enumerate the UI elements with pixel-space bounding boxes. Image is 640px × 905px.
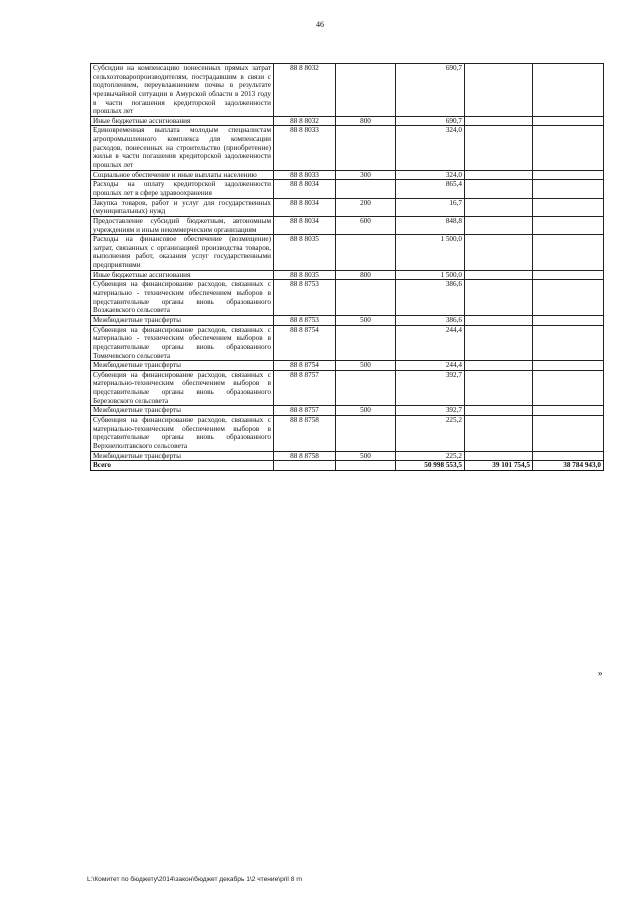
row-name: Межбюджетные трансферты — [91, 406, 274, 416]
row-amount-3 — [533, 116, 604, 126]
row-expense-type: 500 — [336, 451, 396, 461]
row-name: Закупка товаров, работ и услуг для государственных (муниципальных) нужд — [91, 198, 274, 216]
row-amount: 324,0 — [396, 170, 465, 180]
row-amount: 324,0 — [396, 126, 465, 170]
row-amount: 225,2 — [396, 451, 465, 461]
row-amount: 690,7 — [396, 64, 465, 117]
total-amount-3: 38 784 943,0 — [533, 461, 604, 471]
row-name: Субвенция на финансирование расходов, связанных с материально - техническим обеспечением выборов в представительные органы вновь образованного Томичевского сельсовета — [91, 325, 274, 361]
row-code: 88 8 8757 — [274, 406, 336, 416]
row-amount: 392,7 — [396, 370, 465, 406]
row-amount-2 — [465, 235, 533, 271]
row-amount-3 — [533, 451, 604, 461]
row-amount-2 — [465, 198, 533, 216]
row-amount-3 — [533, 370, 604, 406]
row-code: 88 8 8035 — [274, 235, 336, 271]
row-amount: 392,7 — [396, 406, 465, 416]
row-name: Иные бюджетные ассигнования — [91, 270, 274, 280]
row-expense-type — [336, 325, 396, 361]
closing-quote: » — [598, 668, 603, 678]
row-name: Расходы на оплату кредиторской задолженности прошлых лет в сфере здравоохранения — [91, 180, 274, 198]
row-expense-type — [336, 370, 396, 406]
row-amount-3 — [533, 216, 604, 234]
row-code: 88 8 8033 — [274, 126, 336, 170]
row-amount-3 — [533, 126, 604, 170]
row-amount-2 — [465, 116, 533, 126]
row-expense-type: 500 — [336, 315, 396, 325]
row-amount-2 — [465, 451, 533, 461]
total-type-cell — [336, 461, 396, 471]
row-amount-2 — [465, 216, 533, 234]
row-expense-type: 800 — [336, 270, 396, 280]
row-expense-type — [336, 64, 396, 117]
row-code: 88 8 8034 — [274, 198, 336, 216]
table-row — [91, 270, 604, 280]
total-label: Всего — [91, 461, 274, 471]
row-expense-type — [336, 180, 396, 198]
budget-table — [90, 63, 604, 471]
row-amount-3 — [533, 280, 604, 316]
row-expense-type — [336, 235, 396, 271]
row-name: Социальное обеспечение и иные выплаты населению — [91, 170, 274, 180]
total-amount-1: 50 998 553,5 — [396, 461, 465, 471]
row-amount: 848,8 — [396, 216, 465, 234]
row-code: 88 8 8753 — [274, 315, 336, 325]
row-amount-2 — [465, 170, 533, 180]
row-amount-2 — [465, 64, 533, 117]
row-code: 88 8 8758 — [274, 415, 336, 451]
row-expense-type: 800 — [336, 116, 396, 126]
row-amount-2 — [465, 315, 533, 325]
row-amount: 16,7 — [396, 198, 465, 216]
row-amount-2 — [465, 406, 533, 416]
row-amount-3 — [533, 415, 604, 451]
row-name: Субвенция на финансирование расходов, связанных с материально-техническим обеспечением выборов в представительные органы вновь образованного Верхнеполтавского сельсовета — [91, 415, 274, 451]
row-amount-3 — [533, 64, 604, 117]
table-row — [91, 406, 604, 416]
footer-file-path: L:\Комитет по бюджету\2014\закон\бюджет декабрь 1\2 чтение\pril 8 rn — [87, 876, 303, 883]
row-expense-type: 200 — [336, 198, 396, 216]
row-amount-2 — [465, 180, 533, 198]
row-amount-2 — [465, 126, 533, 170]
row-name: Предоставление субсидий бюджетным, автономным учреждениям и иным некоммерческим организациям — [91, 216, 274, 234]
table-row — [91, 198, 604, 216]
row-amount-3 — [533, 180, 604, 198]
row-expense-type: 500 — [336, 406, 396, 416]
row-amount-3 — [533, 325, 604, 361]
total-row — [91, 461, 604, 471]
table-row — [91, 415, 604, 451]
row-amount: 225,2 — [396, 415, 465, 451]
row-code: 88 8 8754 — [274, 325, 336, 361]
row-amount-3 — [533, 198, 604, 216]
table-row — [91, 325, 604, 361]
row-code: 88 8 8754 — [274, 361, 336, 371]
table-row — [91, 315, 604, 325]
row-name: Субвенция на финансирование расходов, связанных с материально-техническим обеспечением выборов в представительные органы вновь образованного Березовского сельсовета — [91, 370, 274, 406]
row-amount-3 — [533, 406, 604, 416]
row-amount: 865,4 — [396, 180, 465, 198]
table-row — [91, 116, 604, 126]
row-code: 88 8 8034 — [274, 180, 336, 198]
row-amount-3 — [533, 361, 604, 371]
row-name: Межбюджетные трансферты — [91, 451, 274, 461]
row-expense-type — [336, 415, 396, 451]
row-amount: 386,6 — [396, 280, 465, 316]
row-expense-type: 500 — [336, 361, 396, 371]
table-row — [91, 235, 604, 271]
row-amount: 244,4 — [396, 361, 465, 371]
row-amount: 244,4 — [396, 325, 465, 361]
table-row — [91, 216, 604, 234]
row-expense-type: 600 — [336, 216, 396, 234]
row-amount-2 — [465, 280, 533, 316]
row-name: Субсидии на компенсацию понесенных прямых затрат сельхозтоваропроизводителям, пострадавшим в связи с подтоплением, переувлажнением почвы в результате чрезвычайной ситуации в Амурской области в 2013 году в части погашения кредиторской задолженности прошлых лет — [91, 64, 274, 117]
row-expense-type — [336, 126, 396, 170]
row-code: 88 8 8757 — [274, 370, 336, 406]
row-code: 88 8 8758 — [274, 451, 336, 461]
row-amount-2 — [465, 370, 533, 406]
row-amount-3 — [533, 170, 604, 180]
row-amount-3 — [533, 315, 604, 325]
page-number: 46 — [316, 20, 324, 29]
row-amount-2 — [465, 361, 533, 371]
table-row — [91, 361, 604, 371]
row-code: 88 8 8034 — [274, 216, 336, 234]
row-expense-type — [336, 280, 396, 316]
row-name: Межбюджетные трансферты — [91, 315, 274, 325]
table-row — [91, 370, 604, 406]
table-row — [91, 64, 604, 117]
total-amount-2: 39 101 754,5 — [465, 461, 533, 471]
row-code: 88 8 8035 — [274, 270, 336, 280]
total-code-cell — [274, 461, 336, 471]
row-amount: 386,6 — [396, 315, 465, 325]
row-amount-3 — [533, 235, 604, 271]
row-name: Межбюджетные трансферты — [91, 361, 274, 371]
row-amount-2 — [465, 270, 533, 280]
row-amount: 1 500,0 — [396, 270, 465, 280]
table-row — [91, 170, 604, 180]
row-name: Иные бюджетные ассигнования — [91, 116, 274, 126]
row-amount-2 — [465, 415, 533, 451]
row-amount-2 — [465, 325, 533, 361]
row-name: Субвенция на финансирование расходов, связанных с материально - техническим обеспечением выборов в представительные органы вновь образованного Возжаевского сельсовета — [91, 280, 274, 316]
row-amount: 1 500,0 — [396, 235, 465, 271]
row-amount-3 — [533, 270, 604, 280]
table-row — [91, 451, 604, 461]
row-name: Расходы на финансовое обеспечение (возмещение) затрат, связанных с организацией производства товаров, выполнения работ, оказания услуг государственными предприятиями — [91, 235, 274, 271]
table-row — [91, 180, 604, 198]
table-row — [91, 126, 604, 170]
row-code: 88 8 8033 — [274, 170, 336, 180]
row-amount: 690,7 — [396, 116, 465, 126]
row-code: 88 8 8753 — [274, 280, 336, 316]
row-expense-type: 300 — [336, 170, 396, 180]
row-code: 88 8 8032 — [274, 116, 336, 126]
row-code: 88 8 8032 — [274, 64, 336, 117]
table-row — [91, 280, 604, 316]
row-name: Единовременная выплата молодым специалистам агропромышленного комплекса для компенсации расходов, понесенных на строительство (приобретение) жилья в части погашения кредиторской задолженности прошлых лет — [91, 126, 274, 170]
